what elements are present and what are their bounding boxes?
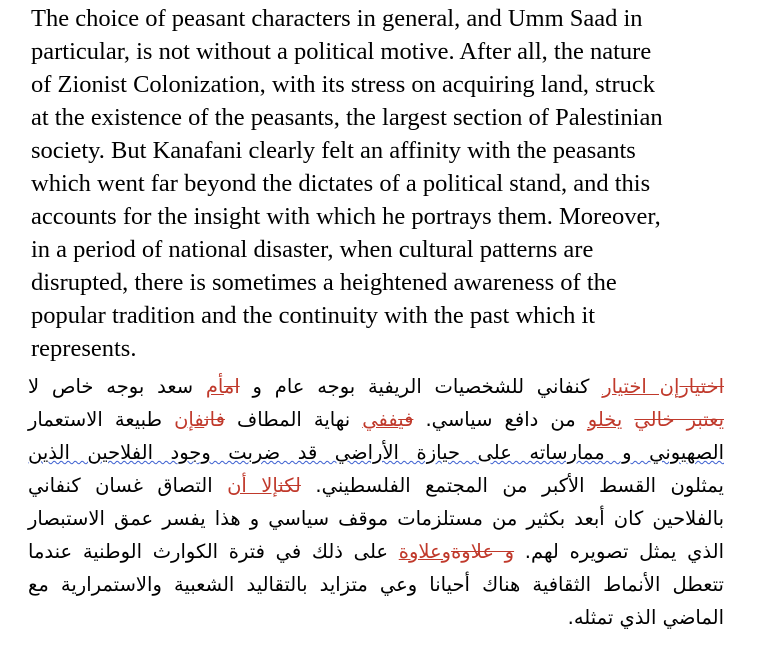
english-line: popular tradition and the continuity with the past which it: [31, 302, 596, 329]
arabic-line: [28, 568, 724, 601]
arabic-text-spellcheck: الصهيوني و ممارساته على حيازة الأراضي قد ضربت وجود الفلاحين الذين: [28, 441, 724, 464]
tracked-deletion[interactable]: في: [398, 408, 414, 431]
arabic-line: [28, 436, 724, 469]
arabic-text: الماضي الذي تمثله.: [567, 606, 724, 629]
arabic-paragraph: [28, 370, 724, 634]
tracked-deletion[interactable]: ام: [223, 375, 240, 398]
english-line: society. But Kanafani clearly felt an affinity with the peasants: [31, 137, 636, 164]
english-paragraph: [31, 2, 731, 365]
english-line: disrupted, there is sometimes a heightened awareness of the: [31, 269, 617, 296]
arabic-text: بالفلاحين كان أبعد بكثير من مستلزمات موقف سياسي و هذا يفسر عمق الاستبصار: [28, 507, 724, 530]
arabic-text: التصاق غسان كنفاني: [28, 474, 228, 497]
arabic-line: [28, 403, 724, 436]
tracked-insertion[interactable]: ففي: [362, 408, 399, 431]
arabic-line: [28, 601, 724, 634]
arabic-text: على ذلك في فترة الكوارث الوطنية عندما: [28, 540, 399, 563]
english-line: accounts for the insight with which he portrays them. Moreover,: [31, 203, 661, 230]
tracked-insertion[interactable]: إلا أن: [227, 474, 279, 497]
english-line: particular, is not without a political motive. After all, the nature: [31, 38, 652, 65]
tracked-deletion[interactable]: و علاوة: [451, 540, 515, 563]
arabic-text: طبيعة الاستعمار: [28, 408, 175, 431]
arabic-text: من دافع سياسي.: [413, 408, 588, 431]
arabic-text: نهاية المطاف: [224, 408, 363, 431]
tracked-deletion[interactable]: لكن: [278, 474, 301, 497]
english-line: represents.: [31, 335, 137, 362]
tracked-insertion[interactable]: فإن: [174, 408, 205, 431]
arabic-line: [28, 502, 724, 535]
tracked-deletion[interactable]: اختيار: [679, 375, 724, 398]
arabic-text: سعد بوجه خاص لا: [28, 375, 206, 398]
arabic-line: [28, 370, 724, 403]
tracked-insertion[interactable]: وعلاوة: [398, 540, 452, 563]
english-line: The choice of peasant characters in general, and Umm Saad in: [31, 5, 643, 32]
english-line: in a period of national disaster, when cultural patterns are: [31, 236, 594, 263]
tracked-insertion[interactable]: أم: [205, 375, 224, 398]
tracked-deletion[interactable]: فان: [204, 408, 225, 431]
english-line: of Zionist Colonization, with its stress on acquiring land, struck: [31, 71, 655, 98]
arabic-text: كنفاني للشخصيات الريفية بوجه عام و: [239, 375, 603, 398]
arabic-line: [28, 469, 724, 502]
arabic-line: [28, 535, 724, 568]
tracked-insertion[interactable]: يخلو: [587, 408, 623, 431]
tracked-insertion[interactable]: إن اختيار: [602, 375, 680, 398]
arabic-text: تتعطل الأنماط الثقافية هناك أحيانا وعي متزايد بالتقاليد الشعبية والاستمرارية مع: [28, 573, 724, 596]
arabic-text: الذي يمثل تصويره لهم.: [514, 540, 724, 563]
tracked-deletion[interactable]: يعتبر خالي: [634, 408, 724, 431]
arabic-text: يمثلون القسط الأكبر من المجتمع الفلسطيني.: [300, 474, 724, 497]
english-line: at the existence of the peasants, the largest section of Palestinian: [31, 104, 663, 131]
english-line: which went far beyond the dictates of a political stand, and this: [31, 170, 651, 197]
